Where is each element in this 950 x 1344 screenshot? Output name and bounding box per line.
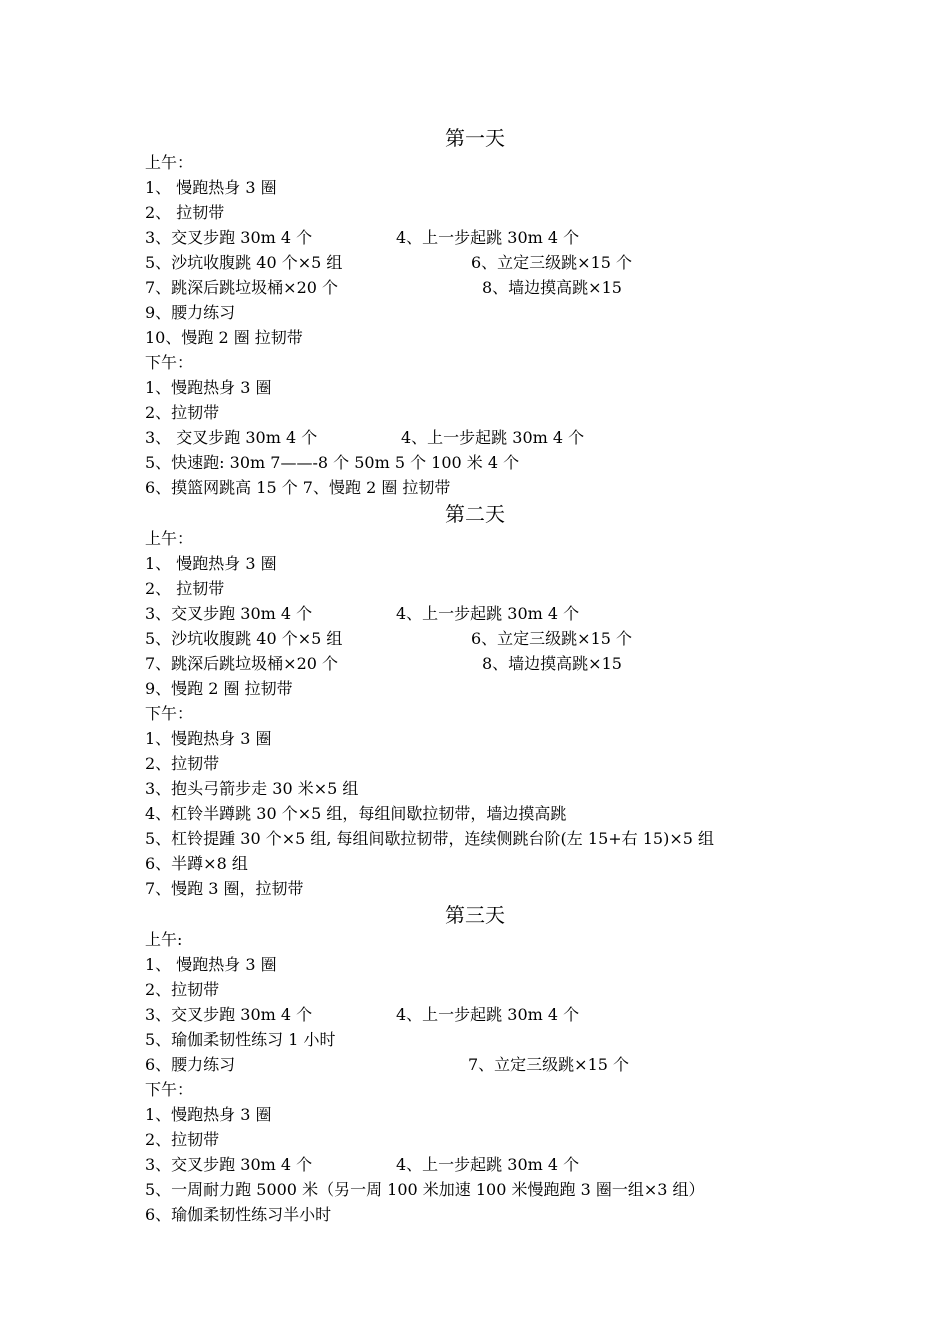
- exercise-item: 2、拉韧带: [145, 403, 220, 422]
- exercise-line: [145, 977, 905, 1002]
- exercise-line: [145, 175, 905, 200]
- exercise-line: [145, 225, 905, 250]
- exercise-line: [145, 1052, 905, 1077]
- exercise-line: [145, 751, 905, 776]
- exercise-item: 2、拉韧带: [145, 980, 220, 999]
- exercise-item: 2、 拉韧带: [145, 579, 225, 598]
- exercise-line: [145, 250, 905, 275]
- exercise-line: [145, 200, 905, 225]
- exercise-item: 5、瑜伽柔韧性练习 1 小时: [145, 1030, 336, 1049]
- exercise-item: 6、半蹲×8 组: [145, 854, 248, 873]
- exercise-item: 6、瑜伽柔韧性练习半小时: [145, 1205, 332, 1224]
- exercise-item: 1、慢跑热身 3 圈: [145, 378, 272, 397]
- exercise-item: 3、交叉步跑 30m 4 个: [145, 1005, 313, 1024]
- exercise-item: 9、腰力练习: [145, 303, 236, 322]
- exercise-item-right: 8、墙边摸高跳×15: [482, 278, 622, 297]
- exercise-item: 2、 拉韧带: [145, 203, 225, 222]
- training-plan: [145, 124, 905, 1227]
- exercise-line: [145, 952, 905, 977]
- exercise-item: 9、慢跑 2 圈 拉韧带: [145, 679, 293, 698]
- exercise-item: 1、 慢跑热身 3 圈: [145, 955, 277, 974]
- exercise-item: 1、慢跑热身 3 圈: [145, 1105, 272, 1124]
- exercise-line: [145, 801, 905, 826]
- exercise-item: 5、杠铃提踵 30 个×5 组, 每组间歇拉韧带，连续侧跳台阶(左 15+右 15)×5 组: [145, 829, 715, 848]
- exercise-line: [145, 1177, 905, 1202]
- session-label: 上午：: [145, 153, 194, 172]
- exercise-line: [145, 626, 905, 651]
- afternoon-session: [145, 350, 905, 500]
- exercise-line: [145, 651, 905, 676]
- exercise-item: 4、杠铃半蹲跳 30 个×5 组，每组间歇拉韧带，墙边摸高跳: [145, 804, 567, 823]
- exercise-item-right: 4、上一步起跳 30m 4 个: [401, 428, 585, 447]
- session-label: 上午：: [145, 529, 194, 548]
- exercise-item-right: 4、上一步起跳 30m 4 个: [396, 1155, 580, 1174]
- afternoon-session: [145, 701, 905, 901]
- exercise-item: 5、沙坑收腹跳 40 个×5 组: [145, 629, 343, 648]
- exercise-line: [145, 1102, 905, 1127]
- day-1-section: [145, 124, 905, 500]
- exercise-line: [145, 1152, 905, 1177]
- session-label: 下午：: [145, 353, 194, 372]
- exercise-line: [145, 551, 905, 576]
- session-label: 上午:: [145, 930, 183, 949]
- exercise-line: [145, 425, 905, 450]
- exercise-item-right: 8、墙边摸高跳×15: [482, 654, 622, 673]
- morning-session: [145, 150, 905, 350]
- exercise-line: [145, 1202, 905, 1227]
- exercise-line: [145, 601, 905, 626]
- exercise-line: [145, 325, 905, 350]
- session-label: 下午：: [145, 1080, 194, 1099]
- exercise-item: 3、 交叉步跑 30m 4 个: [145, 428, 318, 447]
- exercise-line: [145, 851, 905, 876]
- exercise-item: 5、沙坑收腹跳 40 个×5 组: [145, 253, 343, 272]
- exercise-item: 6、摸篮网跳高 15 个 7、慢跑 2 圈 拉韧带: [145, 478, 451, 497]
- exercise-item: 7、慢跑 3 圈，拉韧带: [145, 879, 304, 898]
- exercise-item: 7、跳深后跳垃圾桶×20 个: [145, 654, 339, 673]
- exercise-line: [145, 1027, 905, 1052]
- exercise-item: 7、跳深后跳垃圾桶×20 个: [145, 278, 339, 297]
- exercise-line: [145, 475, 905, 500]
- afternoon-session: [145, 1077, 905, 1227]
- exercise-line: [145, 275, 905, 300]
- exercise-line: [145, 300, 905, 325]
- exercise-line: [145, 726, 905, 751]
- exercise-line: [145, 1002, 905, 1027]
- exercise-line: [145, 876, 905, 901]
- exercise-item-right: 7、立定三级跳×15 个: [468, 1055, 630, 1074]
- exercise-item: 10、慢跑 2 圈 拉韧带: [145, 328, 303, 347]
- exercise-item-right: 6、立定三级跳×15 个: [471, 629, 633, 648]
- exercise-item: 2、拉韧带: [145, 754, 220, 773]
- exercise-item: 5、一周耐力跑 5000 米（另一周 100 米加速 100 米慢跑跑 3 圈一组×3 组）: [145, 1180, 705, 1199]
- exercise-item: 6、腰力练习: [145, 1055, 236, 1074]
- exercise-item: 1、 慢跑热身 3 圈: [145, 554, 277, 573]
- day-3-section: [145, 901, 905, 1227]
- exercise-item: 3、交叉步跑 30m 4 个: [145, 228, 313, 247]
- morning-session: [145, 927, 905, 1077]
- session-label: 下午：: [145, 704, 194, 723]
- exercise-line: [145, 450, 905, 475]
- exercise-line: [145, 1127, 905, 1152]
- exercise-item: 1、 慢跑热身 3 圈: [145, 178, 277, 197]
- exercise-item: 2、拉韧带: [145, 1130, 220, 1149]
- exercise-line: [145, 776, 905, 801]
- exercise-line: [145, 400, 905, 425]
- day-2-section: [145, 500, 905, 901]
- exercise-line: [145, 826, 905, 851]
- exercise-item: 3、交叉步跑 30m 4 个: [145, 1155, 313, 1174]
- exercise-item: 3、交叉步跑 30m 4 个: [145, 604, 313, 623]
- exercise-item: 5、快速跑: 30m 7——-8 个 50m 5 个 100 米 4 个: [145, 453, 520, 472]
- day-title: 第二天: [445, 502, 505, 526]
- exercise-item-right: 6、立定三级跳×15 个: [471, 253, 633, 272]
- exercise-item-right: 4、上一步起跳 30m 4 个: [396, 604, 580, 623]
- exercise-item: 3、抱头弓箭步走 30 米×5 组: [145, 779, 359, 798]
- exercise-item-right: 4、上一步起跳 30m 4 个: [396, 1005, 580, 1024]
- morning-session: [145, 526, 905, 701]
- day-title: 第一天: [445, 126, 505, 150]
- exercise-item-right: 4、上一步起跳 30m 4 个: [396, 228, 580, 247]
- exercise-item: 1、慢跑热身 3 圈: [145, 729, 272, 748]
- exercise-line: [145, 676, 905, 701]
- exercise-line: [145, 576, 905, 601]
- day-title: 第三天: [445, 903, 505, 927]
- exercise-line: [145, 375, 905, 400]
